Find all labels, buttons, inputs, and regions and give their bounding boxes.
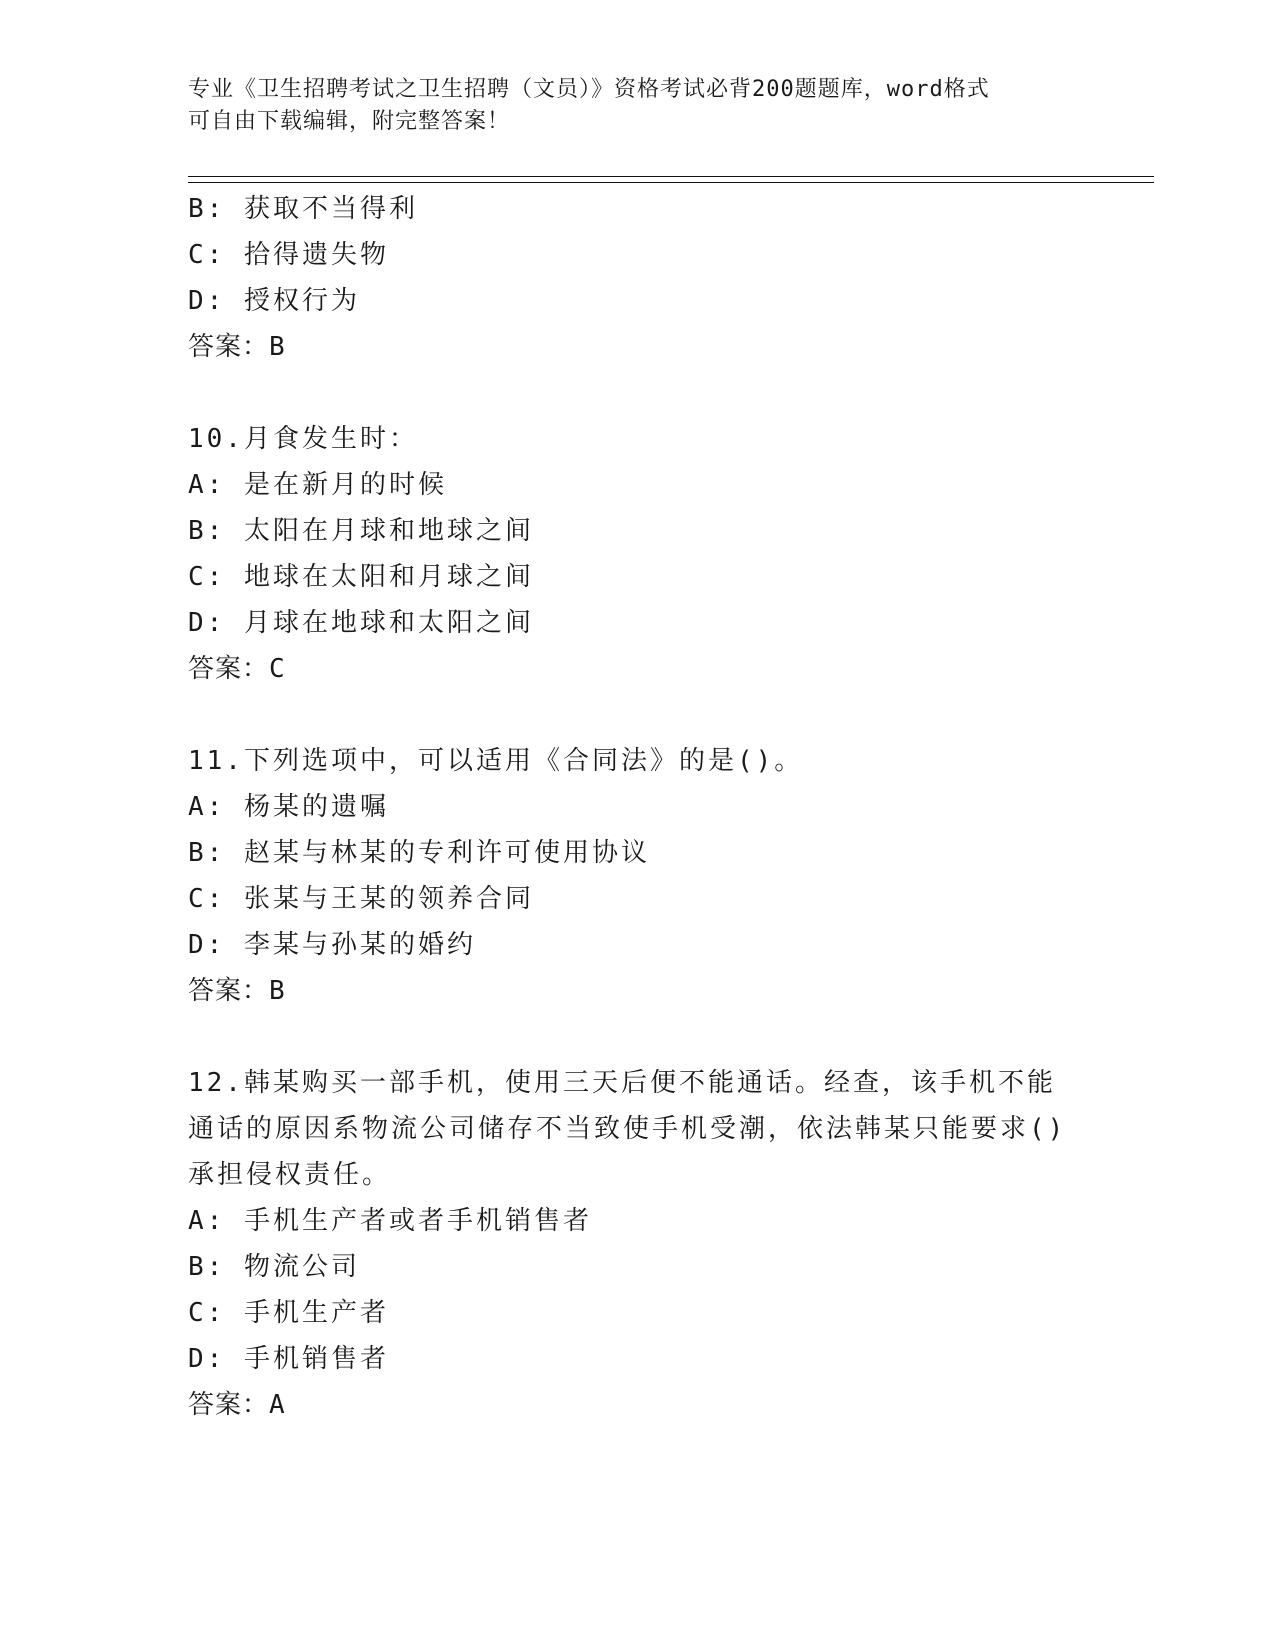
- option-c: C: 地球在太阳和月球之间: [188, 562, 534, 592]
- header-divider-bottom: [188, 182, 1154, 183]
- option-d: D: 月球在地球和太阳之间: [188, 608, 534, 638]
- spacer: [188, 692, 1088, 738]
- question-10: [188, 416, 1088, 692]
- option-b: B: 物流公司: [188, 1252, 360, 1282]
- option-d: D: 授权行为: [188, 286, 360, 316]
- option-a: A: 手机生产者或者手机销售者: [188, 1206, 592, 1236]
- header-divider-top: [188, 176, 1154, 177]
- option-c: C: 拾得遗失物: [188, 240, 389, 270]
- question-list: [188, 186, 1088, 1428]
- spacer: [188, 1014, 1088, 1060]
- option-a: A: 是在新月的时候: [188, 470, 447, 500]
- option-b: B: 太阳在月球和地球之间: [188, 516, 534, 546]
- question-11: [188, 738, 1088, 1014]
- option-c: C: 张某与王某的领养合同: [188, 884, 534, 914]
- question-12: [188, 1060, 1088, 1428]
- question-text: 10.月食发生时：: [188, 424, 418, 454]
- answer: 答案：A: [188, 1390, 286, 1420]
- document-header: [188, 74, 1068, 138]
- answer: 答案：C: [188, 654, 286, 684]
- option-d: D: 手机销售者: [188, 1344, 389, 1374]
- header-line-2: 可自由下载编辑，附完整答案！: [188, 109, 511, 134]
- spacer: [188, 370, 1088, 416]
- header-line-1: 专业《卫生招聘考试之卫生招聘（文员）》资格考试必背200题题库，word格式: [188, 77, 990, 102]
- answer: 答案：B: [188, 332, 286, 362]
- option-d: D: 李某与孙某的婚约: [188, 930, 476, 960]
- option-b: B: 赵某与林某的专利许可使用协议: [188, 838, 650, 868]
- option-b: B: 获取不当得利: [188, 194, 418, 224]
- question-text: 11.下列选项中，可以适用《合同法》的是()。: [188, 746, 804, 776]
- option-a: A: 杨某的遗嘱: [188, 792, 389, 822]
- option-c: C: 手机生产者: [188, 1298, 389, 1328]
- partial-question: [188, 186, 1088, 370]
- answer: 答案：B: [188, 976, 286, 1006]
- question-text: 12.韩某购买一部手机，使用三天后便不能通话。经查，该手机不能通话的原因系物流公司储存不当致使手机受潮，依法韩某只能要求()承担侵权责任。: [188, 1068, 1067, 1190]
